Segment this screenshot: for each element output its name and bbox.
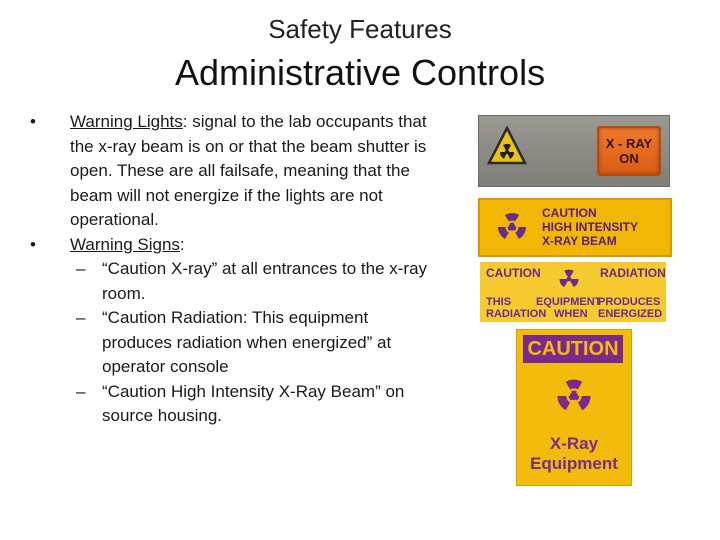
radsign-word: PRODUCES xyxy=(598,296,661,308)
sub-bullet xyxy=(22,380,442,429)
radiation-triangle-icon xyxy=(487,126,527,166)
warning-light-photo xyxy=(478,115,670,187)
sub-bullet xyxy=(22,257,442,306)
radsign-caution: CAUTION xyxy=(486,266,541,280)
bullet-term: Warning Signs xyxy=(70,234,180,254)
beam-line2: HIGH INTENSITY xyxy=(542,220,639,234)
xray-on-indicator xyxy=(597,126,661,176)
bullet-text: : xyxy=(179,234,185,254)
page-subtitle: Safety Features xyxy=(268,14,452,44)
radsign-word: RADIATION xyxy=(486,308,547,320)
sub-bullet-dash: – xyxy=(76,259,86,278)
page-title: Administrative Controls xyxy=(174,52,546,93)
bullet-dot: • xyxy=(30,112,36,131)
sub-bullet-dash: – xyxy=(76,381,86,401)
beam-line3: X-RAY BEAM xyxy=(542,234,617,248)
radsign-word: THIS xyxy=(486,296,512,308)
radiation-caution-sign xyxy=(480,262,666,322)
sub-bullet-text: “Caution Radiation: This equipment produces radiation when energized” at operator console xyxy=(102,308,392,376)
beam-caution-sign xyxy=(478,198,672,257)
beam-sign-text xyxy=(542,206,638,248)
poster-line2: Equipment xyxy=(530,454,618,473)
radsign-word: WHEN xyxy=(554,308,588,320)
bullet-text: : signal to the lab occupants that the x-ray beam is on or that the beam shutter is open. These are all failsafe, meaning that the beam will not energize if the lights are not operational. xyxy=(70,112,427,229)
indicator-line2: ON xyxy=(619,151,639,166)
poster-line1: X-Ray xyxy=(549,434,599,453)
poster-header: CAUTION xyxy=(523,335,623,363)
sub-bullet-text: “Caution X-ray” at all entrances to the x-ray room. xyxy=(102,259,428,303)
sub-bullet-dash: – xyxy=(76,308,86,327)
xray-equipment-poster xyxy=(516,329,632,486)
beam-line1: CAUTION xyxy=(542,206,597,220)
bullet-warning-lights xyxy=(22,110,442,233)
radiation-trefoil-icon xyxy=(490,205,534,249)
sub-bullet xyxy=(22,306,442,380)
radiation-trefoil-icon xyxy=(554,264,584,294)
indicator-line1: X - RAY xyxy=(605,136,653,151)
bullet-dot: • xyxy=(30,234,36,254)
radsign-word: ENERGIZED xyxy=(598,308,663,320)
slide-content xyxy=(22,110,442,429)
radsign-word: EQUIPMENT xyxy=(536,296,602,308)
sub-bullet-text: “Caution High Intensity X-Ray Beam” on source housing. xyxy=(102,381,405,425)
bullet-term: Warning Lights xyxy=(70,112,183,131)
radiation-trefoil-icon xyxy=(548,370,600,422)
radsign-radiation: RADIATION xyxy=(600,266,666,280)
bullet-warning-signs xyxy=(22,233,442,258)
